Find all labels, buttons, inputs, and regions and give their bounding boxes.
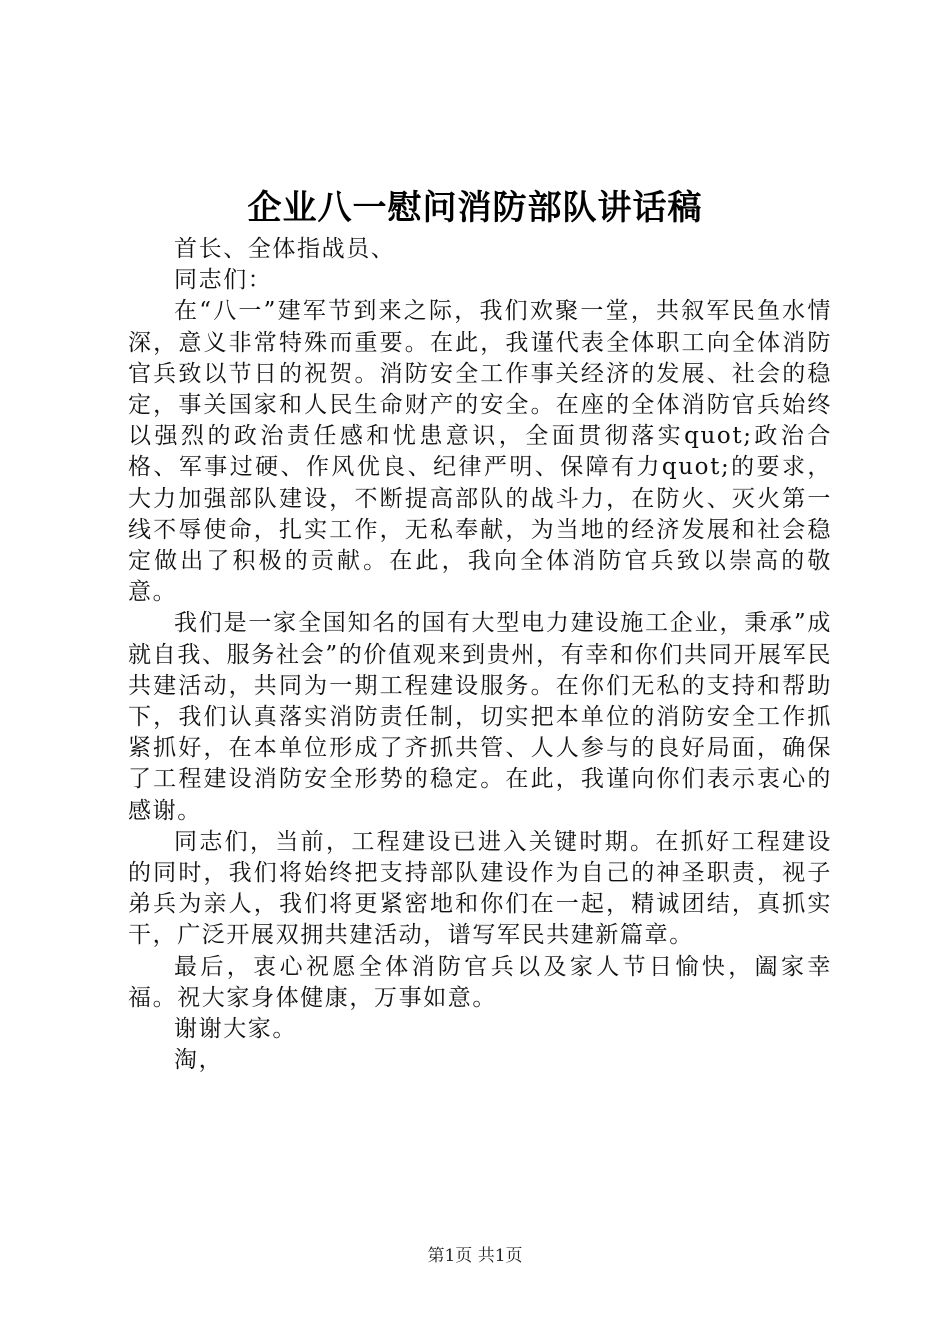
body-paragraph: 在“八一”建军节到来之际，我们欢聚一堂，共叙军民鱼水情深，意义非常特殊而重要。在此，我谨代表全体职工向全体消防官兵致以节日的祝贺。消防安全工作事关经济的发展、社会的稳定，事关国家和人民生命财产的安全。在座的全体消防官兵始终以强烈的政治责任感和忧患意识，全面贯彻落实quot;政治合格、军事过硬、作风优良、纪律严明、保障有力quot;的要求，大力加强部队建设，不断提高部队的战斗力，在防火、灭火第一线不辱使命，扎实工作，无私奉献，为当地的经济发展和社会稳定做出了积极的贡献。在此，我向全体消防官兵致以崇高的敬意。 bbox=[128, 298, 832, 606]
closing-line: 淘， bbox=[174, 1047, 224, 1074]
salutation-line: 首长、全体指战员、 bbox=[174, 236, 396, 262]
salutation-line: 同志们： bbox=[174, 267, 273, 294]
body-paragraph: 最后，衷心祝愿全体消防官兵以及家人节日愉快，阖家幸福。祝大家身体健康，万事如意。 bbox=[128, 953, 832, 1011]
closing-line: 谢谢大家。 bbox=[174, 1016, 297, 1043]
page-number-footer: 第1页 共1页 bbox=[427, 1246, 523, 1266]
body-paragraph: 同志们，当前，工程建设已进入关键时期。在抓好工程建设的同时，我们将始终把支持部队建设作为自己的神圣职责，视子弟兵为亲人，我们将更紧密地和你们在一起，精诚团结，真抓实干，广泛开展双拥共建活动，谱写军民共建新篇章。 bbox=[128, 828, 832, 949]
document-body bbox=[128, 234, 832, 1076]
body-paragraph: 我们是一家全国知名的国有大型电力建设施工企业，秉承”成就自我、服务社会”的价值观来到贵州，有幸和你们共同开展军民共建活动，共同为一期工程建设服务。在你们无私的支持和帮助下，我们认真落实消防责任制，切实把本单位的消防安全工作抓紧抓好，在本单位形成了齐抓共管、人人参与的良好局面，确保了工程建设消防安全形势的稳定。在此，我谨向你们表示衷心的感谢。 bbox=[128, 610, 832, 824]
document-title: 企业八一慰问消防部队讲话稿 bbox=[247, 188, 703, 228]
